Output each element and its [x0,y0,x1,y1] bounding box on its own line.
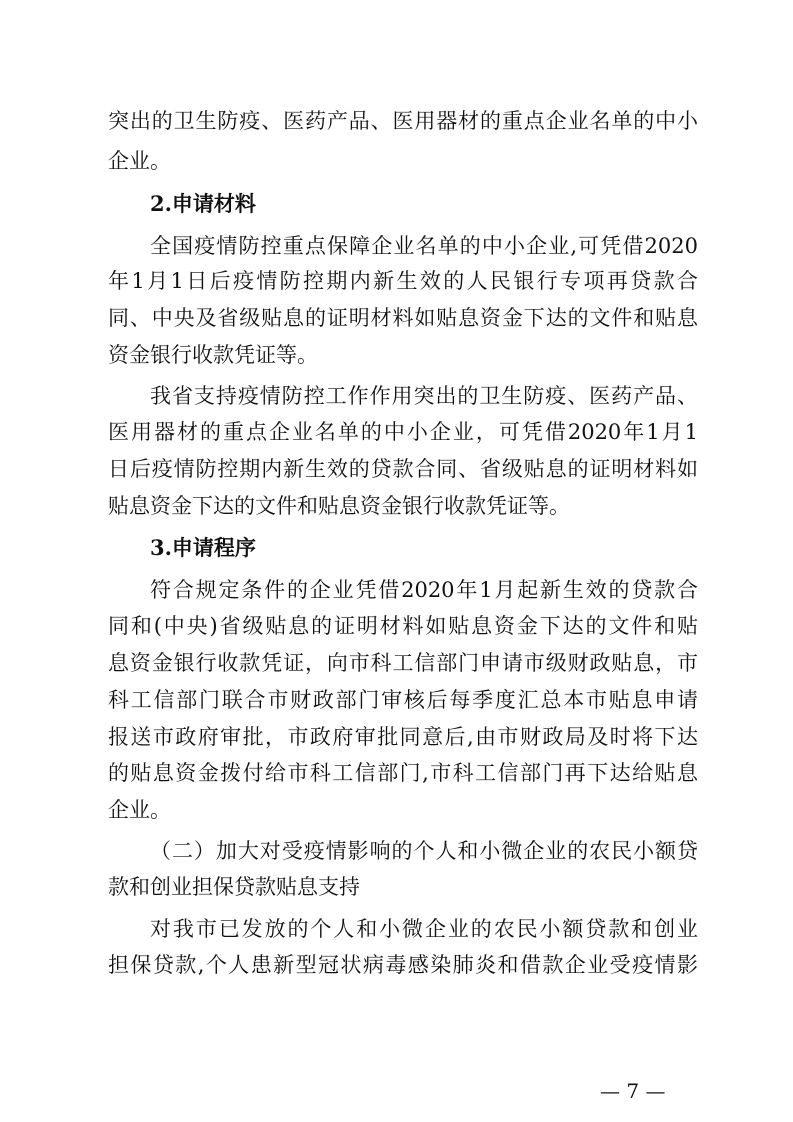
paragraph-line: 同、中央及省级贴息的证明材料如贴息资金下达的文件和贴息 [108,306,698,330]
paragraph-line: 同和(中央)省级贴息的证明材料如贴息资金下达的文件和贴 [108,614,698,638]
paragraph-line: 我省支持疫情防控工作作用突出的卫生防疫、医药产品、 [150,384,698,408]
paragraph-line: 企业。 [108,798,171,822]
section-heading: 3.申请程序 [150,535,256,560]
paragraph-line: 突出的卫生防疫、医药产品、医用器材的重点企业名单的中小 [108,109,698,133]
paragraph-line: 日后疫情防控期内新生效的贷款合同、省级贴息的证明材料如 [108,457,698,481]
section-heading: 2.申请材料 [150,191,256,216]
paragraph-line: 担保贷款,个人患新型冠状病毒感染肺炎和借款企业受疫情影 [108,953,698,977]
paragraph-line: 医用器材的重点企业名单的中小企业，可凭借2020年1月1 [108,420,698,444]
paragraph-line: 贴息资金下达的文件和贴息资金银行收款凭证等。 [108,494,570,518]
paragraph-line: 符合规定条件的企业凭借2020年1月起新生效的贷款合 [150,578,698,602]
paragraph-line: 的贴息资金拨付给市科工信部门,市科工信部门再下达给贴息 [108,761,698,785]
subsection-heading: 款和创业担保贷款贴息支持 [108,875,360,899]
paragraph-line: 资金银行收款凭证等。 [108,343,318,367]
paragraph-line: 报送市政府审批，市政府审批同意后,由市财政局及时将下达 [108,725,698,749]
paragraph-line: 全国疫情防控重点保障企业名单的中小企业,可凭借2020 [150,234,698,258]
subsection-heading: （二）加大对受疫情影响的个人和小微企业的农民小额贷 [150,839,698,863]
page-number: — 7 — [600,1079,666,1103]
paragraph-line: 科工信部门联合市财政部门审核后每季度汇总本市贴息申请 [108,688,698,712]
paragraph-line: 年1月1日后疫情防控期内新生效的人民银行专项再贷款合 [108,269,698,293]
paragraph-line: 企业。 [108,149,171,173]
paragraph-line: 对我市已发放的个人和小微企业的农民小额贷款和创业 [150,917,698,941]
paragraph-line: 息资金银行收款凭证，向市科工信部门申请市级财政贴息，市 [108,651,698,675]
